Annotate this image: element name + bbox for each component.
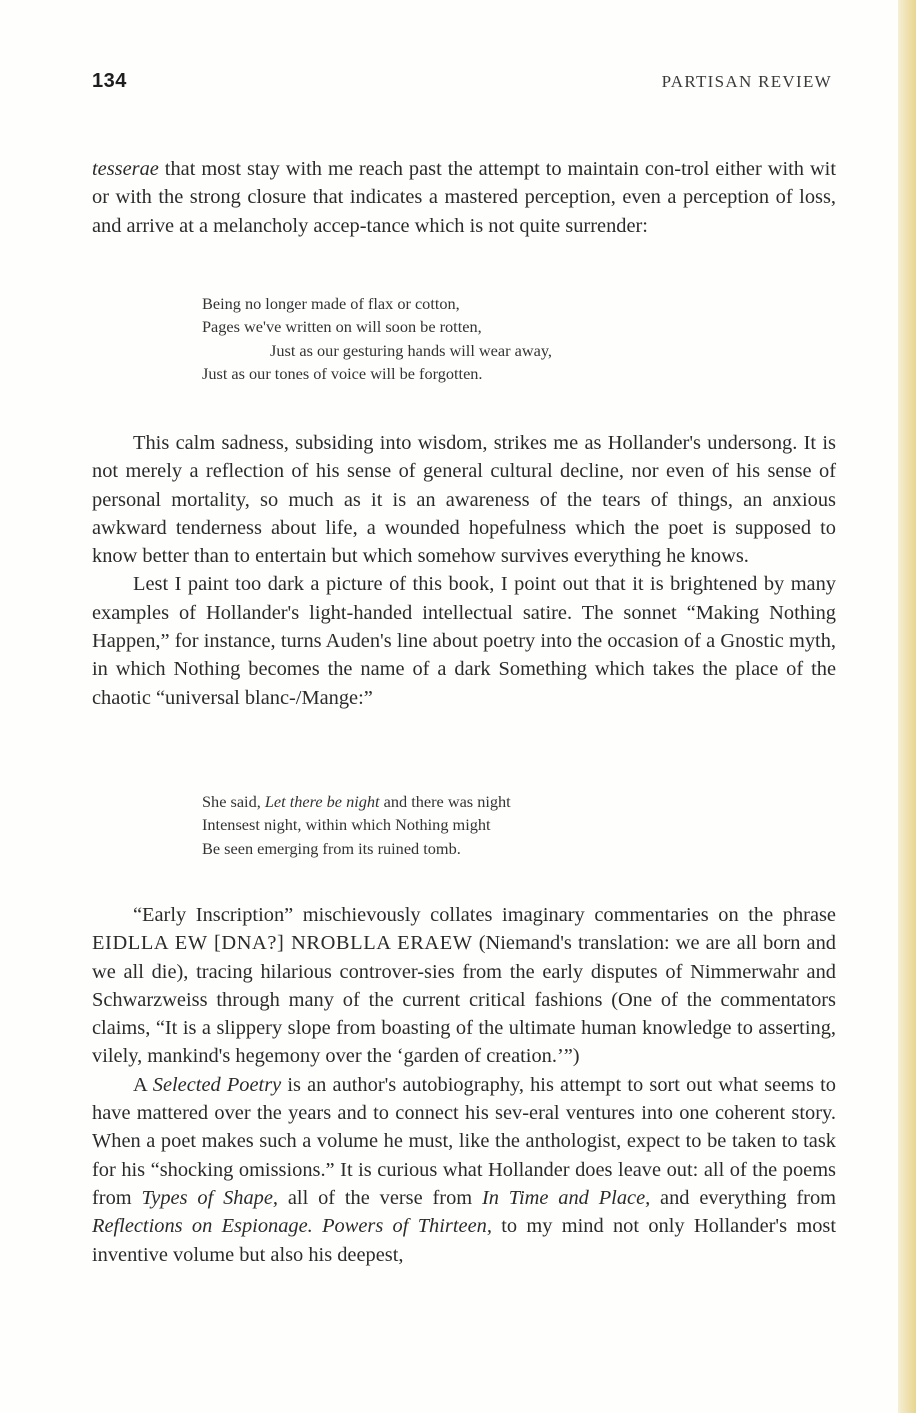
italic-word: tesserae bbox=[92, 158, 159, 180]
page-number: 134 bbox=[92, 70, 127, 92]
book-title: Selected Poetry bbox=[152, 1073, 282, 1096]
paragraph-3: Lest I paint too dark a picture of this book, I point out that it is brightened by many examples of Hollander's light-handed intellectual satire. The sonnet “Making Nothing Happen,” for instance, turns Auden's line about poetry into the occasion of a Gnostic myth, in which Nothing becomes the name of a dark Something which takes the place of the chaotic “universal blanc-/Mange:” bbox=[92, 573, 836, 709]
journal-title: PARTISAN REVIEW bbox=[661, 72, 832, 91]
book-title: Reflections on Espionage. Powers of Thirteen, bbox=[92, 1215, 492, 1238]
paragraph-text: is an author's autobiography, his attempt to sort out what seems to have mattered over the years and to connect his sev-eral ventures into one coherent story. When a poet makes such a volume he must, like the anthologist, expect to be taken to task for his “shocking omissions.” It is curious what Hollander does leave out: all of the poems from bbox=[92, 1073, 836, 1209]
paragraph-4 bbox=[92, 901, 836, 1071]
page-edge bbox=[898, 0, 916, 1413]
inscription-phrase: EIDLLA EW [DNA?] NROBLLA ERAEW bbox=[92, 932, 473, 955]
running-head bbox=[92, 70, 832, 98]
paragraph-text: and everything from bbox=[650, 1186, 836, 1209]
paragraph-text: to my mind not only Hollander's most inventive volume but also his deepest, bbox=[92, 1215, 836, 1266]
paragraph-1 bbox=[92, 155, 836, 240]
poem-line: Be seen emerging from its ruined tomb. bbox=[202, 838, 461, 858]
poem-text: and there was night bbox=[379, 792, 511, 811]
poem-line bbox=[202, 790, 511, 813]
paragraph-5 bbox=[92, 1071, 836, 1269]
paragraph-text: “Early Inscription” mischievously collates imaginary commentaries on the phrase bbox=[133, 904, 836, 926]
paragraph-text: A bbox=[133, 1073, 153, 1096]
poem-line: Just as our gesturing hands will wear away, bbox=[270, 340, 552, 360]
book-title: Types of Shape, bbox=[141, 1186, 279, 1209]
paragraph-text: all of the verse from bbox=[278, 1186, 482, 1209]
poem-line: Being no longer made of flax or cotton, bbox=[202, 294, 460, 313]
paragraph-group-2 bbox=[92, 429, 836, 712]
poem-quote-2 bbox=[202, 790, 511, 860]
paragraph-text: that most stay with me reach past the attempt to maintain con-trol either with wit or with the strong closure that indicates a mastered perception, even a perception of loss, and arrive at a melancholy accep-tance which is not quite surrender: bbox=[92, 158, 836, 237]
poem-quote-1 bbox=[202, 292, 552, 385]
poem-line: Pages we've written on will soon be rotten, bbox=[202, 317, 482, 337]
poem-line: Intensest night, within which Nothing might bbox=[202, 815, 491, 835]
poem-italic: Let there be night bbox=[264, 792, 380, 811]
book-title: In Time and Place, bbox=[481, 1186, 651, 1209]
paragraph-text: (Niemand's translation: we are all born and we all die), tracing hilarious controver-sies from the early disputes of Nimmerwahr and Schwarzweiss through many of the current critical fashions (One of the commentators claims, “It is a slippery slope from boasting of the ultimate human knowledge to asserting, vilely, mankind's hegemony over the ‘garden of creation.’”) bbox=[92, 932, 836, 1068]
poem-text: She said, bbox=[202, 792, 265, 811]
paragraph-2: This calm sadness, subsiding into wisdom, strikes me as Hollander's undersong. It is not merely a reflection of his sense of general cultural decline, nor even of his sense of personal mortality, so much as it is an awareness of the tears of things, an anxious awkward tenderness about life, a wounded hopefulness which the poet is supposed to know better than to entertain but which somehow survives everything he knows. bbox=[92, 432, 836, 568]
paragraph-group-3 bbox=[92, 901, 836, 1269]
poem-line: Just as our tones of voice will be forgotten. bbox=[202, 363, 483, 383]
